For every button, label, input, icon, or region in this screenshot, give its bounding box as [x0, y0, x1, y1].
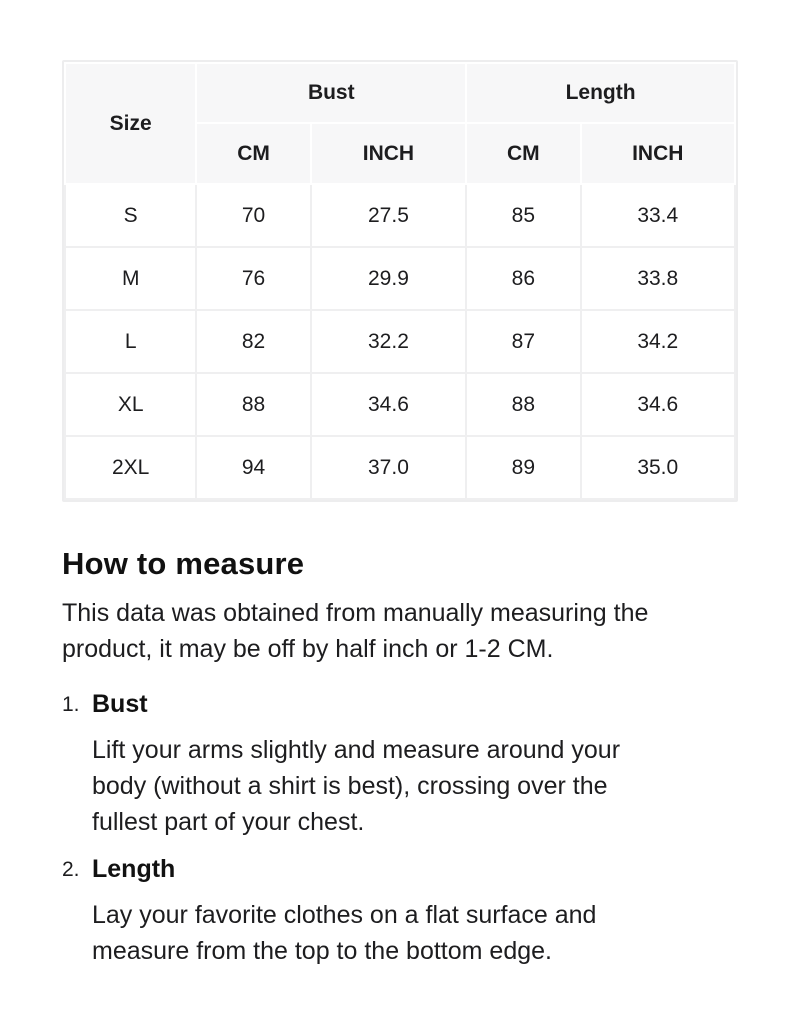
how-to-measure-title: How to measure: [62, 546, 305, 581]
measure-item-bust: [62, 687, 738, 840]
length-inch-cell: 35.0: [581, 436, 736, 499]
size-chart-table: [64, 62, 736, 500]
length-cm-cell: 85: [466, 184, 580, 247]
size-column-header: Size: [65, 63, 196, 184]
size-chart-table-wrapper: [62, 60, 738, 502]
measure-intro-paragraph: This data was obtained from manually measuring the product, it may be off by half inch or 1-2 CM.: [62, 599, 649, 663]
bust-cm-cell: 82: [196, 310, 310, 373]
item-number: 1.: [62, 693, 80, 716]
bust-cm-cell: 88: [196, 373, 310, 436]
length-cm-cell: 89: [466, 436, 580, 499]
table-row: [65, 310, 735, 373]
length-inch-cell: 33.4: [581, 184, 736, 247]
bust-inch-cell: 37.0: [311, 436, 466, 499]
item-title-bust: Bust: [92, 690, 148, 718]
table-row: [65, 373, 735, 436]
item-description-bust: Lift your arms slightly and measure around your body (without a shirt is best), crossing over the fullest part of your chest.: [92, 736, 621, 836]
item-number: 2.: [62, 858, 80, 881]
bust-cm-header: CM: [196, 123, 310, 184]
bust-cm-cell: 76: [196, 247, 310, 310]
size-cell: S: [65, 184, 196, 247]
measure-instructions-list: [62, 687, 738, 969]
table-row: [65, 247, 735, 310]
size-cell: L: [65, 310, 196, 373]
length-inch-cell: 33.8: [581, 247, 736, 310]
bust-cm-cell: 70: [196, 184, 310, 247]
bust-inch-cell: 34.6: [311, 373, 466, 436]
measure-item-length: [62, 852, 738, 969]
bust-group-header: Bust: [196, 63, 466, 123]
length-cm-cell: 86: [466, 247, 580, 310]
length-group-header: Length: [466, 63, 735, 123]
item-title-length: Length: [92, 855, 176, 883]
length-cm-cell: 88: [466, 373, 580, 436]
bust-inch-cell: 27.5: [311, 184, 466, 247]
size-cell: M: [65, 247, 196, 310]
item-description-length: Lay your favorite clothes on a flat surface and measure from the top to the bottom edge.: [92, 901, 597, 965]
table-row: [65, 436, 735, 499]
bust-inch-cell: 29.9: [311, 247, 466, 310]
length-inch-header: INCH: [581, 123, 736, 184]
size-cell: XL: [65, 373, 196, 436]
length-cm-header: CM: [466, 123, 580, 184]
table-group-header-row: [65, 63, 735, 123]
length-inch-cell: 34.6: [581, 373, 736, 436]
bust-inch-header: INCH: [311, 123, 466, 184]
bust-cm-cell: 94: [196, 436, 310, 499]
bust-inch-cell: 32.2: [311, 310, 466, 373]
table-row: [65, 184, 735, 247]
size-cell: 2XL: [65, 436, 196, 499]
length-inch-cell: 34.2: [581, 310, 736, 373]
length-cm-cell: 87: [466, 310, 580, 373]
